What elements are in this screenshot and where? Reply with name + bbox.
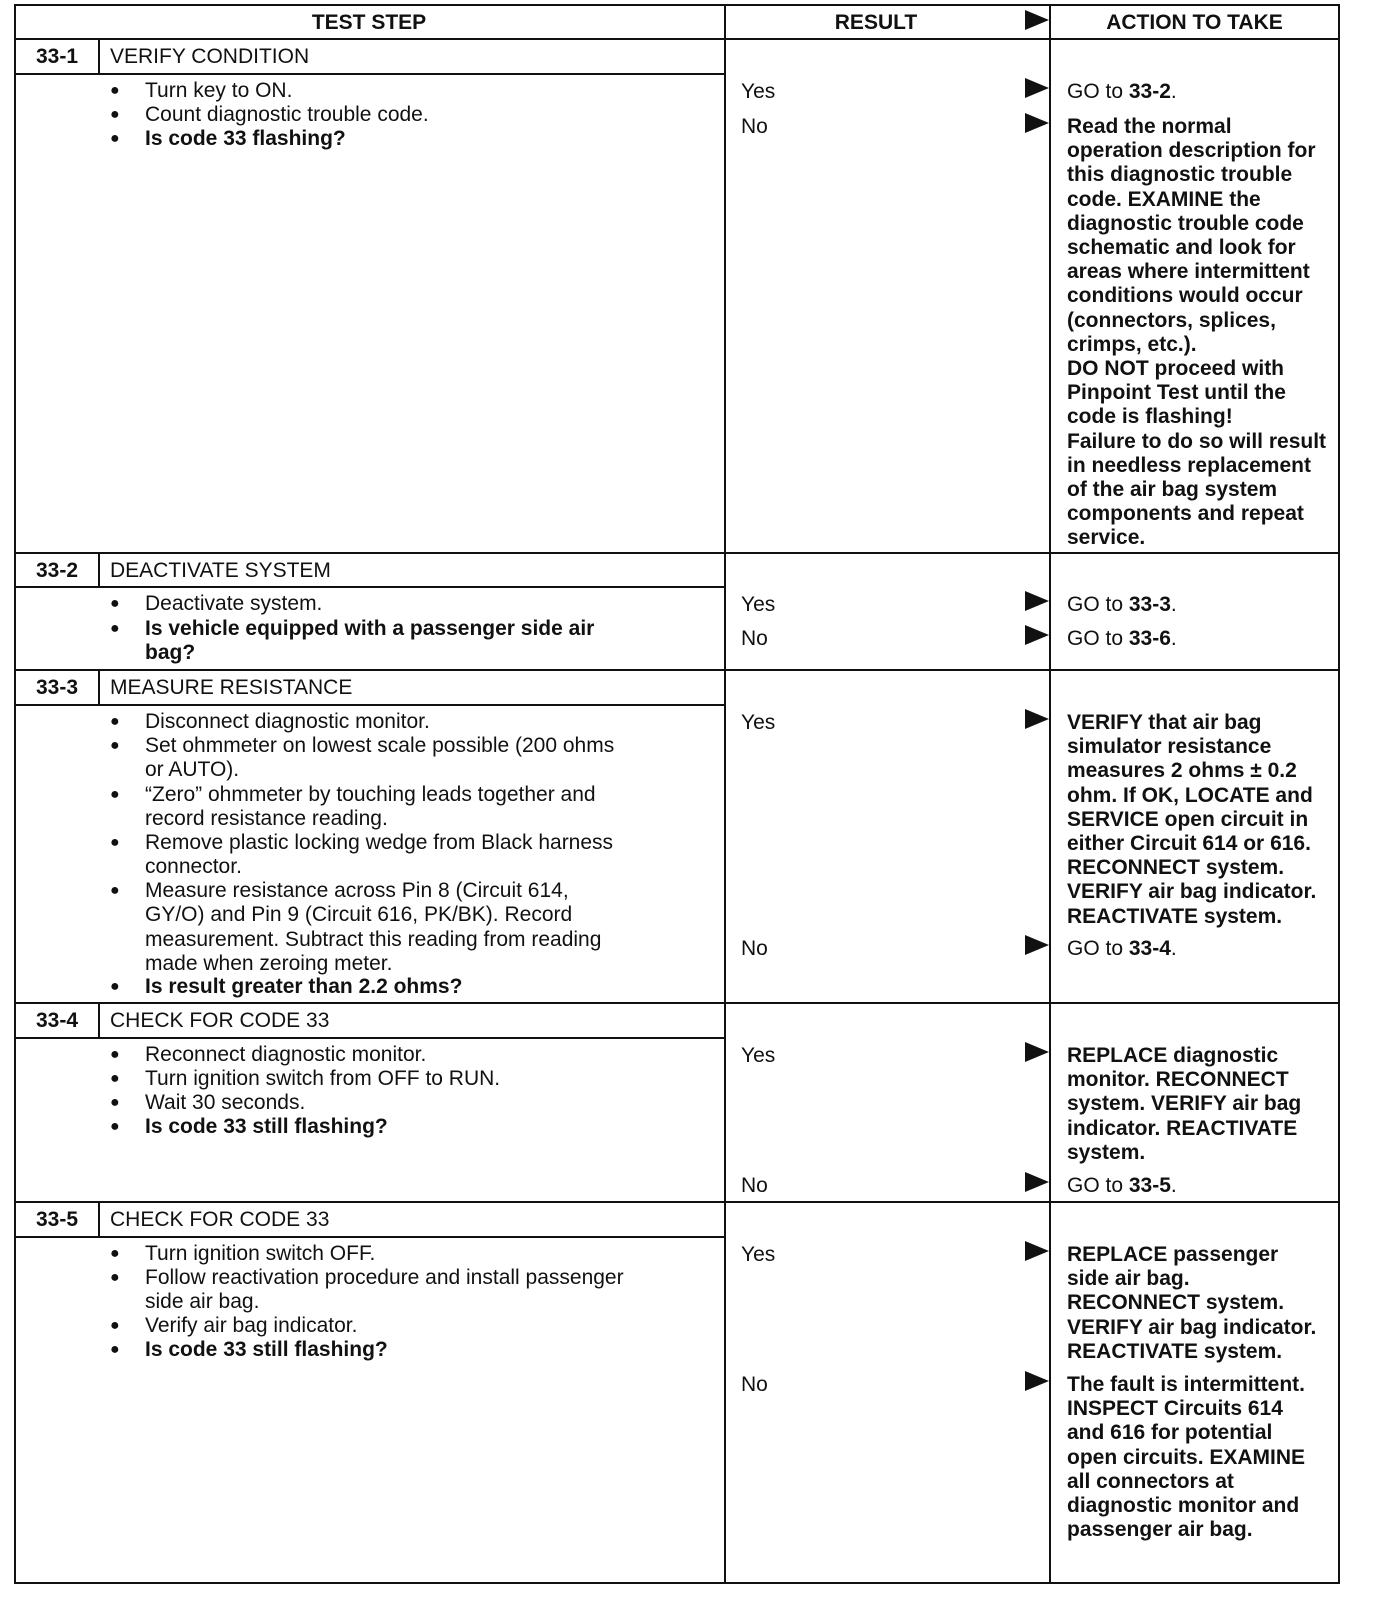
step-title-divider (14, 1236, 726, 1238)
table-border-bottom (14, 1582, 1340, 1584)
arrow-icon (1025, 935, 1049, 955)
action-goto-ref: 33-5 (1128, 1174, 1171, 1197)
step-title: MEASURE RESISTANCE (110, 676, 353, 699)
action-goto-suffix: . (1170, 937, 1177, 960)
action-goto-suffix: . (1170, 1174, 1177, 1197)
table-border-top (14, 4, 1340, 6)
step-title: DEACTIVATE SYSTEM (110, 559, 331, 582)
action-goto-ref: 33-2 (1128, 80, 1171, 103)
result-yes: Yes (741, 593, 776, 616)
bullet-icon: ● (110, 978, 120, 995)
arrow-icon (1025, 1371, 1049, 1391)
arrow-icon (1025, 591, 1049, 611)
step-divider (14, 1002, 1340, 1004)
instruction: Deactivate system. (145, 592, 323, 615)
action-goto (1067, 627, 1177, 651)
result-yes: Yes (741, 80, 776, 103)
step-title: VERIFY CONDITION (110, 45, 310, 68)
bullet-icon: ● (110, 786, 120, 803)
result-yes: Yes (741, 1243, 776, 1266)
action-goto (1067, 937, 1177, 961)
instruction: Follow reactivation procedure and install passenger side air bag. (145, 1266, 624, 1314)
header-test-step: TEST STEP (311, 11, 427, 34)
step-number-divider (98, 1003, 100, 1039)
step-title: CHECK FOR CODE 33 (110, 1009, 330, 1032)
action-text: Read the normal operation description for this diagnostic trouble code. EXAMINE the diagnostic trouble code schematic and look for areas where intermittent conditions would occur (connectors, splices, crimps, etc.). DO NOT proceed with Pinpoint Test until the code is flashing! Failure to do so will result in needless replacement of the air bag system components and repeat service. (1067, 115, 1327, 550)
bullet-icon: ● (110, 1046, 120, 1063)
arrow-icon (1025, 709, 1049, 729)
bullet-icon: ● (110, 106, 120, 123)
instruction: “Zero” ohmmeter by touching leads together and record resistance reading. (145, 783, 596, 831)
result-yes: Yes (741, 711, 776, 734)
header-action: ACTION TO TAKE (1106, 11, 1283, 34)
instruction: Reconnect diagnostic monitor. (145, 1043, 427, 1066)
table-border-right (1338, 4, 1340, 1584)
arrow-icon (1025, 1042, 1049, 1062)
header-divider (14, 38, 1340, 40)
result-no: No (741, 937, 768, 960)
step-number-divider (98, 670, 100, 706)
action-text: The fault is intermittent. INSPECT Circuits 614 and 616 for potential open circuits. EXAMINE all connectors at diagnostic monitor and passenger air bag. (1067, 1373, 1306, 1542)
action-text: REPLACE passenger side air bag. RECONNECT system. VERIFY air bag indicator. REACTIVATE system. (1067, 1243, 1317, 1363)
step-divider (14, 1201, 1340, 1203)
bullet-icon: ● (110, 1094, 120, 1111)
instruction: Wait 30 seconds. (145, 1091, 306, 1114)
instruction-question: Is result greater than 2.2 ohms? (145, 975, 463, 998)
column-divider-result (1049, 4, 1051, 1584)
instruction-question: Is code 33 still flashing? (145, 1115, 388, 1138)
step-title-divider (14, 704, 726, 706)
instruction: Count diagnostic trouble code. (145, 103, 429, 126)
action-goto-ref: 33-6 (1128, 627, 1171, 650)
bullet-icon: ● (110, 882, 120, 899)
arrow-icon (1025, 78, 1049, 98)
step-number: 33-4 (35, 1009, 79, 1032)
step-title-divider (14, 586, 726, 588)
bullet-icon: ● (110, 595, 120, 612)
bullet-icon: ● (110, 1070, 120, 1087)
result-no: No (741, 627, 768, 650)
step-number: 33-3 (35, 676, 79, 699)
action-goto (1067, 80, 1177, 104)
action-goto-prefix: GO to (1067, 937, 1129, 960)
action-goto-suffix: . (1170, 627, 1177, 650)
action-goto-prefix: GO to (1067, 1174, 1129, 1197)
action-text: REPLACE diagnostic monitor. RECONNECT system. VERIFY air bag indicator. REACTIVATE system. (1067, 1044, 1302, 1164)
bullet-icon: ● (110, 834, 120, 851)
arrow-icon (1025, 625, 1049, 645)
step-number: 33-2 (35, 559, 79, 582)
instruction: Turn ignition switch from OFF to RUN. (145, 1067, 501, 1090)
instruction: Turn ignition switch OFF. (145, 1242, 376, 1265)
instruction-question: Is code 33 still flashing? (145, 1338, 388, 1361)
step-title: CHECK FOR CODE 33 (110, 1208, 330, 1231)
bullet-icon: ● (110, 1317, 120, 1334)
pinpoint-test-table (14, 4, 1380, 1586)
action-goto (1067, 1174, 1177, 1198)
bullet-icon: ● (110, 1341, 120, 1358)
bullet-icon: ● (110, 130, 120, 147)
action-goto-prefix: GO to (1067, 80, 1129, 103)
instruction: Turn key to ON. (145, 79, 293, 102)
arrow-icon (1025, 1172, 1049, 1192)
instruction-question: Is code 33 flashing? (145, 127, 346, 150)
step-title-divider (14, 73, 726, 75)
bullet-icon: ● (110, 713, 120, 730)
step-number: 33-1 (35, 45, 79, 68)
instruction-question: Is vehicle equipped with a passenger side air bag? (145, 617, 595, 665)
action-goto (1067, 593, 1177, 617)
arrow-icon (1025, 113, 1049, 133)
step-number-divider (98, 39, 100, 75)
bullet-icon: ● (110, 620, 120, 637)
step-divider (14, 669, 1340, 671)
result-yes: Yes (741, 1044, 776, 1067)
instruction: Remove plastic locking wedge from Black harness connector. (145, 831, 614, 879)
step-title-divider (14, 1037, 726, 1039)
bullet-icon: ● (110, 1269, 120, 1286)
step-number: 33-5 (35, 1208, 79, 1231)
result-no: No (741, 115, 768, 138)
instruction: Disconnect diagnostic monitor. (145, 710, 430, 733)
bullet-icon: ● (110, 82, 120, 99)
arrow-icon (1025, 1241, 1049, 1261)
bullet-icon: ● (110, 737, 120, 754)
step-number-divider (98, 553, 100, 588)
step-number-divider (98, 1202, 100, 1238)
table-border-left (14, 4, 16, 1584)
instruction: Measure resistance across Pin 8 (Circuit 614, GY/O) and Pin 9 (Circuit 616, PK/BK). Record measurement. Subtract this reading from reading made when zeroing meter. (145, 879, 602, 976)
action-goto-prefix: GO to (1067, 593, 1129, 616)
bullet-icon: ● (110, 1118, 120, 1135)
column-divider-step (724, 4, 726, 1584)
header-arrow-icon (1025, 10, 1049, 30)
result-no: No (741, 1373, 768, 1396)
step-divider (14, 552, 1340, 554)
header-result: RESULT (834, 11, 918, 34)
action-goto-suffix: . (1170, 593, 1177, 616)
action-goto-ref: 33-3 (1128, 593, 1171, 616)
instruction: Verify air bag indicator. (145, 1314, 358, 1337)
action-goto-suffix: . (1170, 80, 1177, 103)
result-no: No (741, 1174, 768, 1197)
action-goto-ref: 33-4 (1128, 937, 1171, 960)
action-text: VERIFY that air bag simulator resistance measures 2 ohms ± 0.2 ohm. If OK, LOCATE and SERVICE open circuit in either Circuit 614 or 616. RECONNECT system. VERIFY air bag indicator. REACTIVATE system. (1067, 711, 1317, 928)
instruction: Set ohmmeter on lowest scale possible (200 ohms or AUTO). (145, 734, 615, 782)
action-goto-prefix: GO to (1067, 627, 1129, 650)
bullet-icon: ● (110, 1245, 120, 1262)
